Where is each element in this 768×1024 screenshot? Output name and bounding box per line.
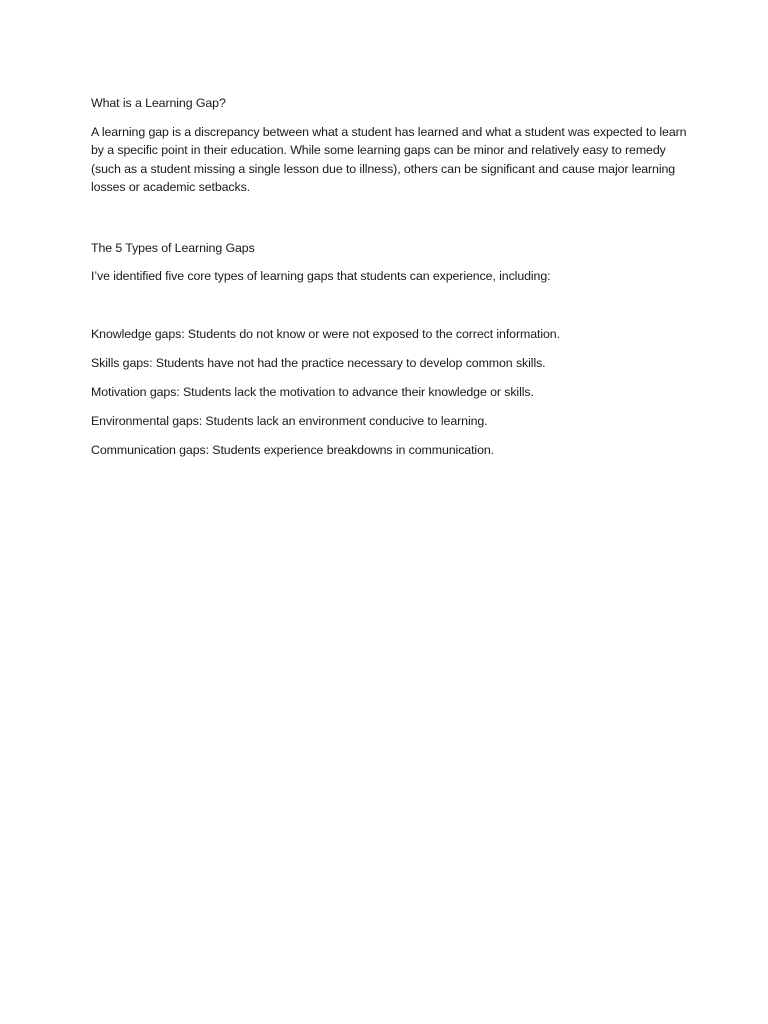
document-page: [91, 94, 691, 470]
section-heading-types: The 5 Types of Learning Gaps: [91, 240, 255, 255]
gap-item-skills: Skills gaps: Students have not had the practice necessary to develop common skills.: [91, 355, 546, 370]
gap-item-motivation: Motivation gaps: Students lack the motivation to advance their knowledge or skills.: [91, 384, 534, 399]
section-heading-learning-gap: What is a Learning Gap?: [91, 96, 226, 110]
gap-item-environmental: Environmental gaps: Students lack an environment conducive to learning.: [91, 413, 488, 428]
intro-paragraph: I’ve identified five core types of learning gaps that students can experience, including:: [91, 269, 551, 283]
gap-item-communication: Communication gaps: Students experience breakdowns in communication.: [91, 442, 494, 457]
gap-item-knowledge: Knowledge gaps: Students do not know or were not exposed to the correct information.: [91, 326, 560, 341]
definition-paragraph: A learning gap is a discrepancy between what a student has learned and what a student was expected to learn by a specific point in their education. While some learning gaps can be minor and relatively easy to remedy (such as a student missing a single lesson due to illness), others can be significant and cause major learning losses or academic setbacks.: [91, 124, 687, 194]
